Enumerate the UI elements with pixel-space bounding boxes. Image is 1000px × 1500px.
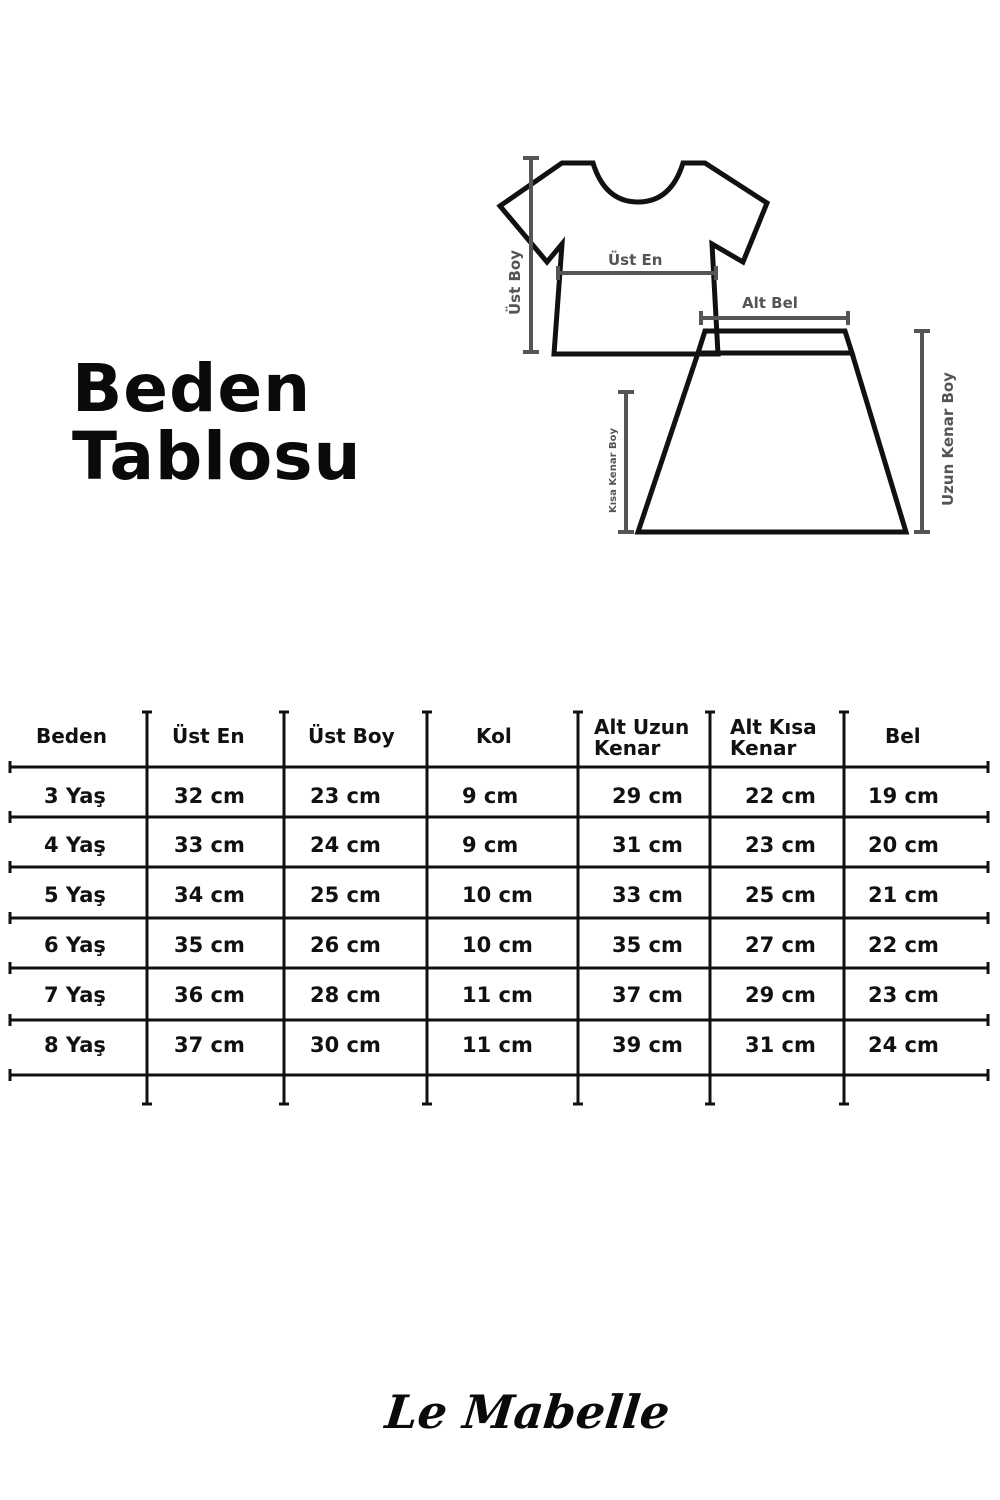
table-header: Kol: [476, 724, 512, 748]
table-cell: 19 cm: [868, 784, 939, 808]
size-label: 4 Yaş: [44, 833, 106, 857]
table-cell: 26 cm: [310, 933, 381, 957]
title-line-2: Tablosu: [72, 418, 362, 495]
table-cell: 34 cm: [174, 883, 245, 907]
table-cell: 37 cm: [174, 1033, 245, 1057]
kisa-kenar-boy-measure: [618, 392, 634, 532]
table-cell: 24 cm: [868, 1033, 939, 1057]
ust-boy-label: Üst Boy: [506, 249, 524, 315]
table-cell: 20 cm: [868, 833, 939, 857]
size-table: [0, 700, 1000, 1120]
brand-logo: [380, 1370, 673, 1450]
table-cell: 30 cm: [310, 1033, 381, 1057]
table-cell: 36 cm: [174, 983, 245, 1007]
table-cell: 23 cm: [868, 983, 939, 1007]
uzun-kenar-boy-label: Uzun Kenar Boy: [939, 372, 957, 506]
table-cell: 39 cm: [612, 1033, 683, 1057]
table-header: Bel: [885, 724, 921, 748]
table-cell: 27 cm: [745, 933, 816, 957]
kisa-kenar-boy-label: Kısa Kenar Boy: [608, 427, 619, 513]
table-cell: 22 cm: [745, 784, 816, 808]
table-cell: 21 cm: [868, 883, 939, 907]
table-cell: 23 cm: [745, 833, 816, 857]
table-cell: 37 cm: [612, 983, 683, 1007]
table-cell: 31 cm: [745, 1033, 816, 1057]
table-header: Alt Uzun: [594, 715, 690, 739]
table-cell: 11 cm: [462, 1033, 533, 1057]
skirt-waistband: [698, 331, 852, 353]
size-label: 3 Yaş: [44, 784, 106, 808]
skirt-outline: [638, 353, 906, 532]
table-cell: 33 cm: [174, 833, 245, 857]
table-cell: 31 cm: [612, 833, 683, 857]
table-cell: 22 cm: [868, 933, 939, 957]
size-label: 7 Yaş: [44, 983, 106, 1007]
table-cell: 25 cm: [310, 883, 381, 907]
table-cell: 33 cm: [612, 883, 683, 907]
table-cell: 23 cm: [310, 784, 381, 808]
table-cell: 32 cm: [174, 784, 245, 808]
table-cell: 10 cm: [462, 883, 533, 907]
size-label: 5 Yaş: [44, 883, 106, 907]
page-title: [72, 350, 362, 495]
table-cell: 9 cm: [462, 784, 519, 808]
table-header: Üst En: [172, 724, 245, 748]
garment-diagram: [490, 140, 970, 550]
table-header: Beden: [36, 724, 107, 748]
alt-bel-measure: [701, 311, 848, 325]
table-cell: 25 cm: [745, 883, 816, 907]
table-cell: 28 cm: [310, 983, 381, 1007]
table-cell: 29 cm: [745, 983, 816, 1007]
table-header: Alt Kısa: [730, 715, 817, 739]
table-cell: 35 cm: [174, 933, 245, 957]
table-cell: 35 cm: [612, 933, 683, 957]
table-cell: 29 cm: [612, 784, 683, 808]
size-label: 8 Yaş: [44, 1033, 106, 1057]
table-cell: 10 cm: [462, 933, 533, 957]
table-header: Üst Boy: [308, 724, 395, 748]
size-label: 6 Yaş: [44, 933, 106, 957]
title-line-1: Beden: [72, 350, 312, 427]
ust-en-label: Üst En: [608, 251, 663, 269]
brand-logo-text: Le Mabelle: [382, 1385, 673, 1439]
alt-bel-label: Alt Bel: [742, 294, 798, 312]
uzun-kenar-boy-measure: [914, 331, 930, 532]
table-cell: 11 cm: [462, 983, 533, 1007]
table-header: Kenar: [594, 736, 661, 760]
table-header: Kenar: [730, 736, 797, 760]
table-cell: 9 cm: [462, 833, 519, 857]
table-cell: 24 cm: [310, 833, 381, 857]
